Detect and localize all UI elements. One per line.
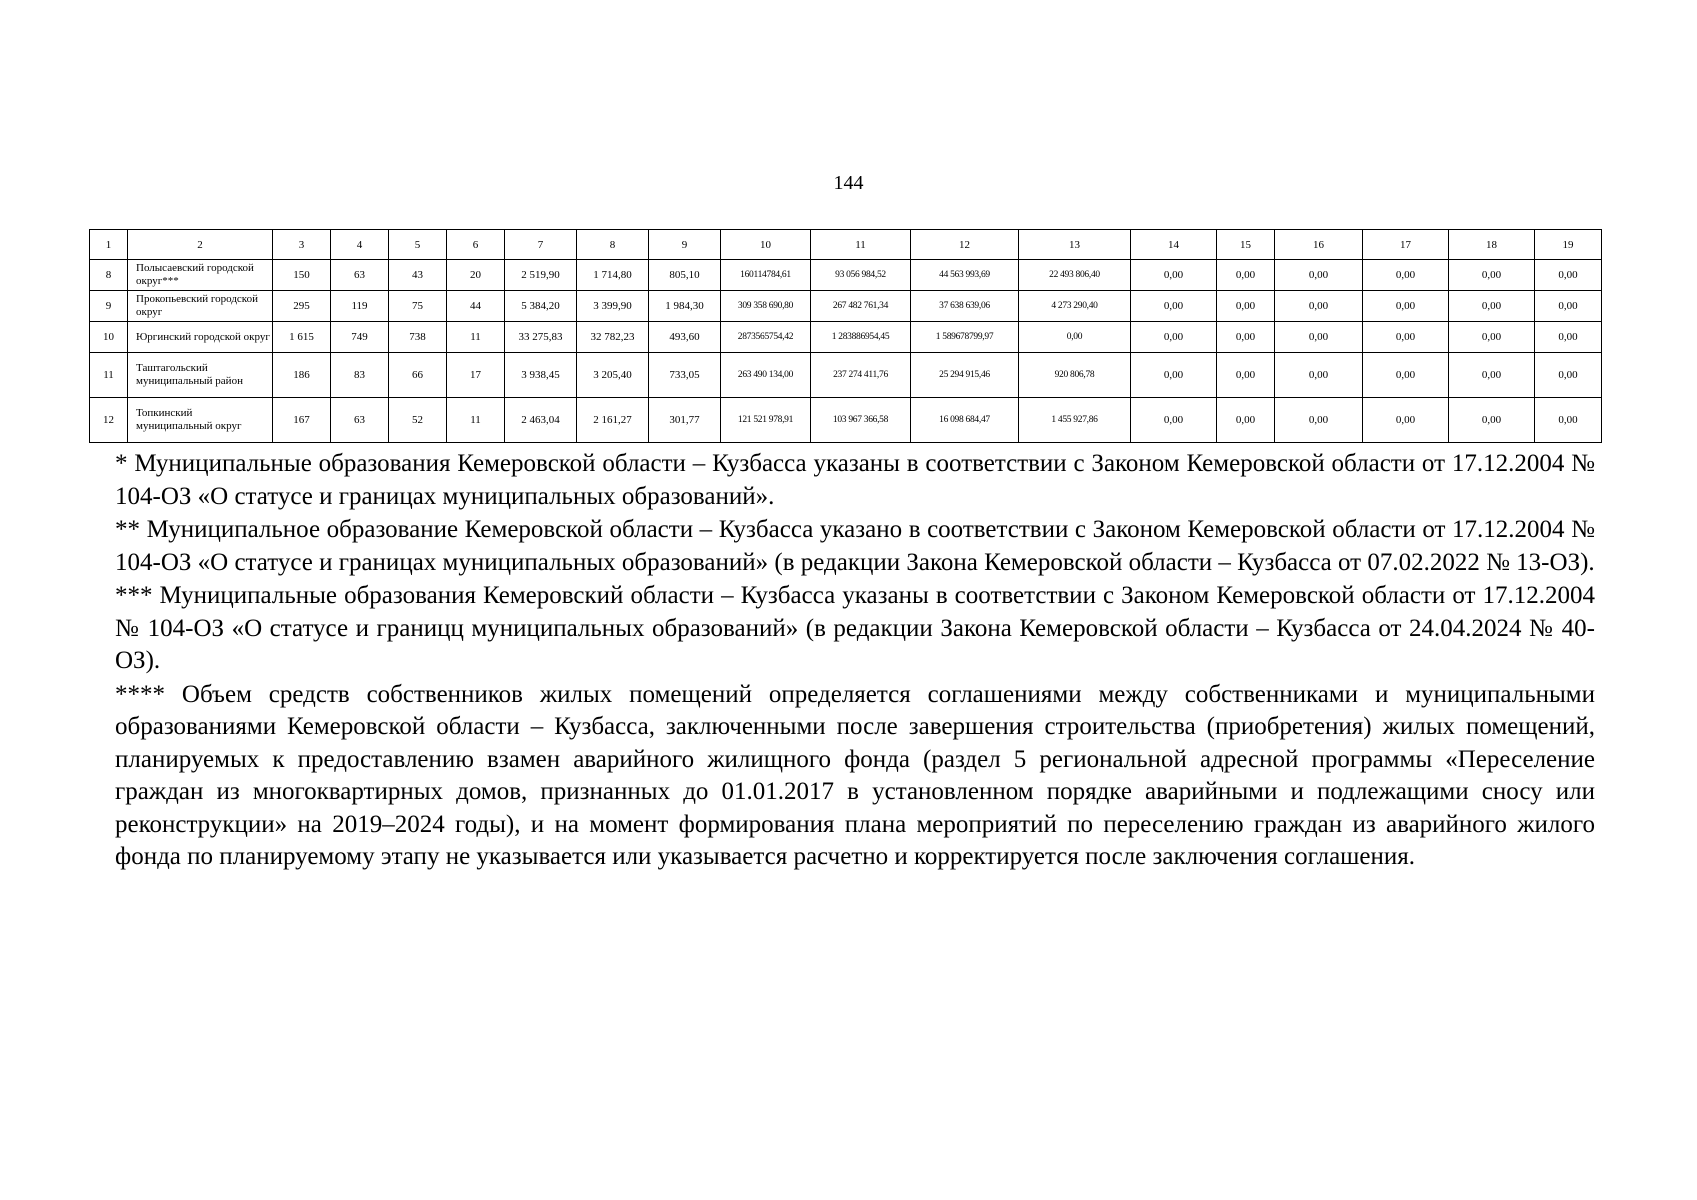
table-cell: 1 283886954,45	[811, 322, 911, 353]
table-cell: 3 205,40	[577, 353, 649, 398]
table-cell: 186	[273, 353, 331, 398]
header-cell: 16	[1275, 230, 1363, 260]
table-cell: 121 521 978,91	[721, 398, 811, 443]
table-cell: 0,00	[1449, 291, 1535, 322]
table-row	[90, 322, 1602, 353]
table-cell: 493,60	[649, 322, 721, 353]
table-cell: 0,00	[1131, 353, 1217, 398]
row-number: 8	[90, 260, 128, 291]
table-cell: 2 519,90	[505, 260, 577, 291]
table-cell: 0,00	[1449, 398, 1535, 443]
table-cell: 295	[273, 291, 331, 322]
table-cell: 44	[447, 291, 505, 322]
table-cell: 66	[389, 353, 447, 398]
table-cell: 3 938,45	[505, 353, 577, 398]
table-cell: 1 589678799,97	[911, 322, 1019, 353]
table-cell: 103 967 366,58	[811, 398, 911, 443]
table-cell: 93 056 984,52	[811, 260, 911, 291]
table-cell: 0,00	[1449, 322, 1535, 353]
table-cell: 0,00	[1131, 398, 1217, 443]
table-cell: 33 275,83	[505, 322, 577, 353]
table-cell: 0,00	[1363, 322, 1449, 353]
table-cell: 3 399,90	[577, 291, 649, 322]
table-cell: 0,00	[1217, 353, 1275, 398]
table-cell: 22 493 806,40	[1019, 260, 1131, 291]
header-cell: 17	[1363, 230, 1449, 260]
municipality-name: Прокопьевский городской округ	[128, 291, 273, 322]
header-cell: 8	[577, 230, 649, 260]
table-header-row	[90, 230, 1602, 260]
row-number: 12	[90, 398, 128, 443]
table-cell: 237 274 411,76	[811, 353, 911, 398]
table-cell: 733,05	[649, 353, 721, 398]
table-cell: 44 563 993,69	[911, 260, 1019, 291]
table-cell: 0,00	[1535, 353, 1602, 398]
table-cell: 805,10	[649, 260, 721, 291]
table-cell: 4 273 290,40	[1019, 291, 1131, 322]
municipality-name: Полысаевский городской округ***	[128, 260, 273, 291]
table-cell: 1 984,30	[649, 291, 721, 322]
table-cell: 1 714,80	[577, 260, 649, 291]
table-cell: 37 638 639,06	[911, 291, 1019, 322]
header-cell: 10	[721, 230, 811, 260]
table-cell: 0,00	[1275, 398, 1363, 443]
table-cell: 0,00	[1217, 398, 1275, 443]
table-cell: 2 161,27	[577, 398, 649, 443]
footnote: **** Объем средств собственников жилых помещений определяется соглашениями между собственниками и муниципальными образованиями Кемеровской области – Кузбасса, заключенными после завершения строительства (приобретения) жилых помещений, планируемых к предоставлению взамен аварийного жилищного фонда (раздел 5 региональной адресной программы «Переселение граждан из многоквартирных домов, признанных до 01.01.2017 в установленном порядке аварийными и подлежащими сносу или реконструкции» на 2019–2024 годы), и на момент формирования плана мероприятий по переселению граждан из аварийного жилого фонда по планируемому этапу не указывается или указывается расчетно и корректируется после заключения соглашения.	[115, 680, 1595, 870]
table-cell: 0,00	[1535, 260, 1602, 291]
table-cell: 0,00	[1535, 291, 1602, 322]
table-cell: 0,00	[1217, 322, 1275, 353]
table-cell: 0,00	[1131, 291, 1217, 322]
municipality-name: Таштагольский муниципальный район	[128, 353, 273, 398]
table-cell: 0,00	[1019, 322, 1131, 353]
table-row	[90, 260, 1602, 291]
table-cell: 2873565754,42	[721, 322, 811, 353]
header-cell: 7	[505, 230, 577, 260]
table-cell: 52	[389, 398, 447, 443]
table-cell: 301,77	[649, 398, 721, 443]
table-row	[90, 291, 1602, 322]
table-cell: 0,00	[1363, 260, 1449, 291]
table-cell: 738	[389, 322, 447, 353]
header-cell: 19	[1535, 230, 1602, 260]
header-cell: 15	[1217, 230, 1275, 260]
row-number: 9	[90, 291, 128, 322]
table-cell: 0,00	[1275, 291, 1363, 322]
table-cell: 0,00	[1363, 398, 1449, 443]
table-cell: 1 615	[273, 322, 331, 353]
row-number: 11	[90, 353, 128, 398]
table-cell: 0,00	[1131, 322, 1217, 353]
header-cell: 9	[649, 230, 721, 260]
municipality-name: Топкинский муниципальный округ	[128, 398, 273, 443]
table-cell: 16 098 684,47	[911, 398, 1019, 443]
table-cell: 63	[331, 260, 389, 291]
table-cell: 0,00	[1275, 322, 1363, 353]
data-table	[89, 229, 1602, 443]
table-cell: 5 384,20	[505, 291, 577, 322]
table-cell: 43	[389, 260, 447, 291]
row-number: 10	[90, 322, 128, 353]
table-cell: 63	[331, 398, 389, 443]
table-cell: 0,00	[1217, 291, 1275, 322]
table-cell: 920 806,78	[1019, 353, 1131, 398]
table-cell: 0,00	[1363, 353, 1449, 398]
table-cell: 749	[331, 322, 389, 353]
table-cell: 11	[447, 322, 505, 353]
header-cell: 13	[1019, 230, 1131, 260]
table-cell: 0,00	[1535, 398, 1602, 443]
municipality-name: Юргинский городской округ	[128, 322, 273, 353]
table-cell: 167	[273, 398, 331, 443]
table-cell: 0,00	[1217, 260, 1275, 291]
table-cell: 119	[331, 291, 389, 322]
table-cell: 32 782,23	[577, 322, 649, 353]
table-cell: 25 294 915,46	[911, 353, 1019, 398]
footnotes	[115, 448, 1595, 875]
table-cell: 0,00	[1275, 353, 1363, 398]
table-row	[90, 398, 1602, 443]
table-cell: 11	[447, 398, 505, 443]
table-cell: 160114784,61	[721, 260, 811, 291]
table-cell: 0,00	[1449, 260, 1535, 291]
table-cell: 0,00	[1275, 260, 1363, 291]
table-row	[90, 353, 1602, 398]
table-cell: 17	[447, 353, 505, 398]
footnote: * Муниципальные образования Кемеровской области – Кузбасса указаны в соответствии с Законом Кемеровской области от 17.12.2004 № 104-ОЗ «О статусе и границах муниципальных образований».	[115, 450, 1595, 510]
table-cell: 150	[273, 260, 331, 291]
table-cell: 20	[447, 260, 505, 291]
header-cell: 18	[1449, 230, 1535, 260]
header-cell: 11	[811, 230, 911, 260]
header-cell: 4	[331, 230, 389, 260]
table-cell: 83	[331, 353, 389, 398]
table-cell: 267 482 761,34	[811, 291, 911, 322]
table-cell: 0,00	[1535, 322, 1602, 353]
table-cell: 0,00	[1449, 353, 1535, 398]
header-cell: 12	[911, 230, 1019, 260]
table-cell: 309 358 690,80	[721, 291, 811, 322]
page-number: 144	[833, 172, 864, 194]
header-cell: 1	[90, 230, 128, 260]
footnote: *** Муниципальные образования Кемеровский области – Кузбасса указаны в соответствии с Законом Кемеровской области от 17.12.2004 № 104-ОЗ «О статусе и границц муниципальных образований» (в редакции Закона Кемеровской области – Кузбасса от 24.04.2024 № 40-ОЗ).	[115, 582, 1595, 674]
header-cell: 14	[1131, 230, 1217, 260]
header-cell: 5	[389, 230, 447, 260]
table-cell: 2 463,04	[505, 398, 577, 443]
table-cell: 1 455 927,86	[1019, 398, 1131, 443]
header-cell: 2	[128, 230, 273, 260]
table-cell: 0,00	[1131, 260, 1217, 291]
header-cell: 3	[273, 230, 331, 260]
table-cell: 263 490 134,00	[721, 353, 811, 398]
table-cell: 75	[389, 291, 447, 322]
table-cell: 0,00	[1363, 291, 1449, 322]
footnote: ** Муниципальное образование Кемеровской области – Кузбасса указано в соответствии с Законом Кемеровской области от 17.12.2004 № 104-ОЗ «О статусе и границах муниципальных образований» (в редакции Закона Кемеровской области – Кузбасса от 07.02.2022 № 13-ОЗ).	[115, 516, 1595, 576]
header-cell: 6	[447, 230, 505, 260]
